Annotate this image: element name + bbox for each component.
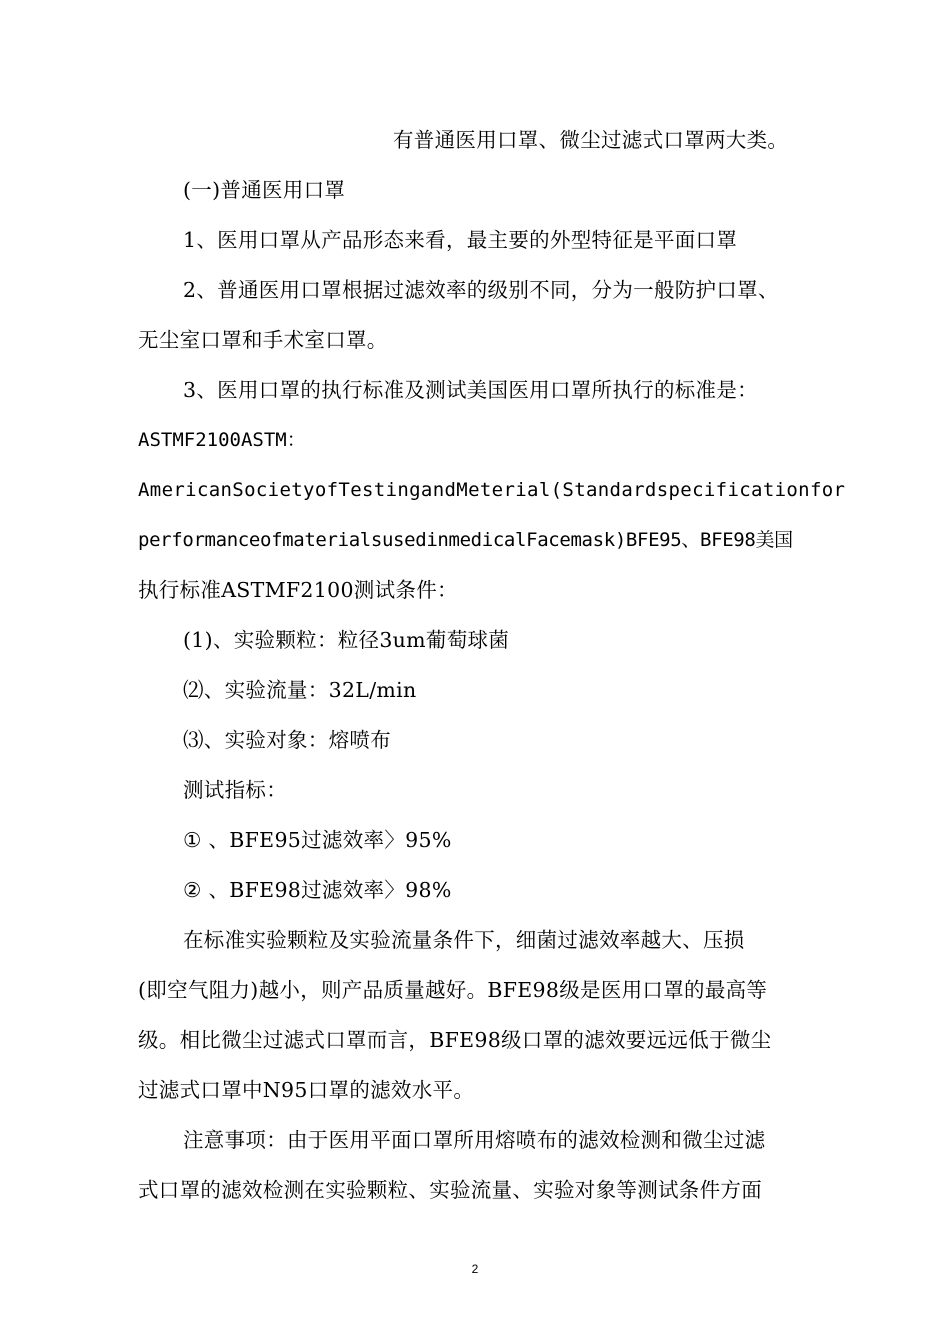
text-line: (即空气阻力)越小，则产品质量越好。BFE98级是医用口罩的最高等 <box>138 978 768 1002</box>
text-line: performanceofmaterialsusedinmedicalFacemask)BFE95、BFE98美国 <box>138 529 793 551</box>
text-line: 有普通医用口罩、微尘过滤式口罩两大类。 <box>393 128 789 152</box>
list-item: (1)、实验颗粒：粒径3um葡萄球菌 <box>183 628 510 652</box>
list-item: ① 、BFE95过滤效率〉95% <box>183 828 452 852</box>
text-line: 测试指标： <box>183 778 287 802</box>
list-item: ② 、BFE98过滤效率〉98% <box>183 878 452 902</box>
text-line: 式口罩的滤效检测在实验颗粒、实验流量、实验对象等测试条件方面 <box>138 1178 762 1202</box>
list-item: ⑵、实验流量：32L/min <box>183 678 417 702</box>
text-line: 级。相比微尘过滤式口罩而言，BFE98级口罩的滤效要远远低于微尘 <box>138 1028 772 1052</box>
list-item: ⑶、实验对象：熔喷布 <box>183 728 391 752</box>
text-line: 3、医用口罩的执行标准及测试美国医用口罩所执行的标准是： <box>183 378 758 402</box>
text-line: 2、普通医用口罩根据过滤效率的级别不同，分为一般防护口罩、 <box>183 278 779 302</box>
text-line: 注意事项：由于医用平面口罩所用熔喷布的滤效检测和微尘过滤 <box>183 1128 766 1152</box>
text-line: 1、医用口罩从产品形态来看，最主要的外型特征是平面口罩 <box>183 228 738 252</box>
text-line: 执行标准ASTMF2100测试条件： <box>138 578 458 602</box>
page-number: 2 <box>471 1262 479 1276</box>
text-line: AmericanSocietyofTestingandMeterial(Standardspecificationfor <box>138 479 846 501</box>
text-line: ASTMF2100ASTM： <box>138 429 306 451</box>
text-line: 过滤式口罩中N95口罩的滤效水平。 <box>138 1078 475 1102</box>
text-line: 在标准实验颗粒及实验流量条件下，细菌过滤效率越大、压损 <box>183 928 745 952</box>
section-heading: (一)普通医用口罩 <box>183 178 346 202</box>
text-line: 无尘室口罩和手术室口罩。 <box>138 328 388 352</box>
